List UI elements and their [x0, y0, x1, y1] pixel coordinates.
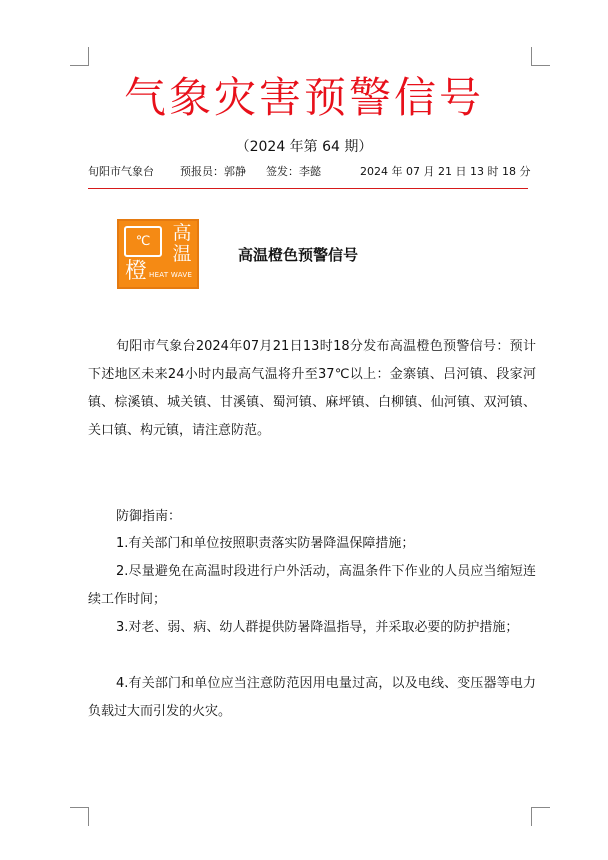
- signal-title: 高温橙色预警信号: [238, 246, 359, 264]
- page-corner-mark-top-left: [70, 47, 89, 66]
- guide-item-3: 3.对老、弱、病、幼人群提供防暑降温指导，并采取必要的防护措施；: [116, 620, 519, 635]
- signal-level-char: 橙: [125, 259, 148, 284]
- issue-datetime: 2024 年 07 月 21 日 13 时 18 分: [360, 165, 531, 178]
- guide-heading: 防御指南：: [116, 509, 182, 524]
- guide-item-2: 2.尽量避免在高温时段进行户外活动，高温条件下作业的人员应当缩短连续工作时间；: [88, 564, 536, 607]
- signer: 签发：李懿: [266, 165, 321, 178]
- page-corner-mark-bottom-left: [70, 807, 89, 826]
- signal-english-label: HEAT WAVE: [149, 271, 193, 279]
- heat-wave-orange-icon: [117, 219, 199, 289]
- station-name: 旬阳市气象台: [88, 165, 154, 178]
- guide-item-1: 1.有关部门和单位按照职责落实防暑降温保障措施；: [116, 536, 415, 551]
- signal-side-text: 高温: [172, 222, 192, 265]
- guide-item-4: [88, 670, 536, 726]
- guide-item-4-text: 4.有关部门和单位应当注意防范因用电量过高，以及电线、变压器等电力负载过大而引发的火灾。: [88, 676, 536, 719]
- forecaster: 预报员：郭静: [180, 165, 246, 178]
- page-corner-mark-bottom-right: [531, 807, 550, 826]
- page-corner-mark-top-right: [531, 47, 550, 66]
- header-divider: [88, 188, 528, 189]
- issue-number: （2024 年第 64 期）: [235, 139, 373, 155]
- warning-body-paragraph: 旬阳市气象台2024年07月21日13时18分发布高温橙色预警信号：预计下述地区未来24小时内最高气温将升至37℃以上：金寨镇、吕河镇、段家河镇、棕溪镇、城关镇、甘溪镇、蜀河镇、麻坪镇、白柳镇、仙河镇、双河镇、关口镇、构元镇，请注意防范。: [88, 339, 536, 438]
- thermometer-celsius-icon: ℃: [124, 226, 162, 257]
- document-title: 气象灾害预警信号: [123, 73, 484, 122]
